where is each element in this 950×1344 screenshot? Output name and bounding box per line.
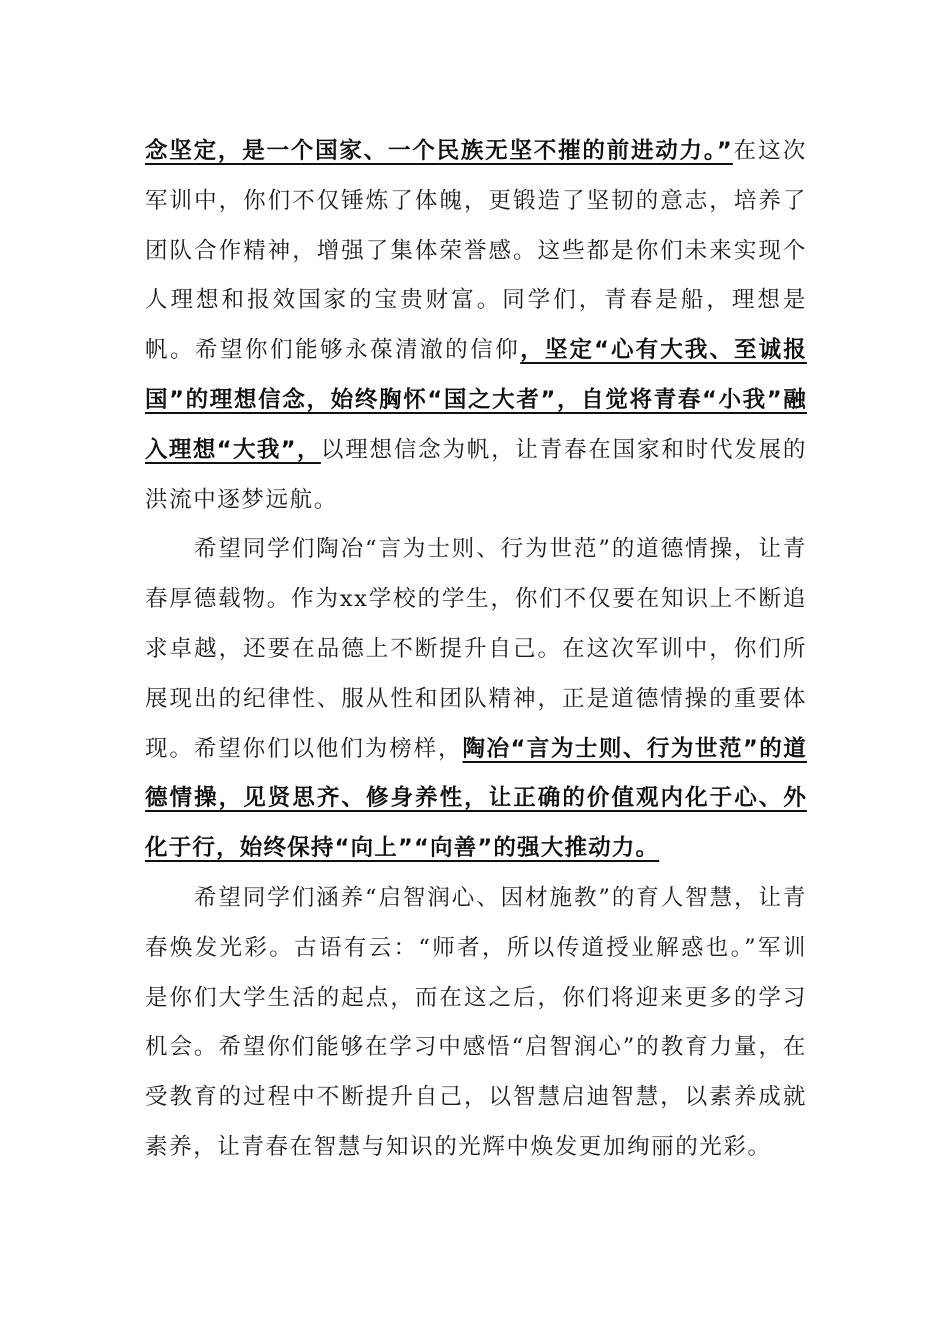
document-body (145, 127, 807, 1173)
emphasized-text: ，坚定“心有大我、至诚报国”的理想信念，始终胸怀“国之大者”，自觉将青春“小我”融入理想“大我”， (145, 337, 807, 463)
emphasized-text: 陶冶“言为士则、行为世范”的道德情操，见贤思齐、修身养性，让正确的价值观内化于心、外化于行，始终保持“向上”“向善”的强大推动力。 (145, 735, 807, 862)
body-text: 希望同学们涵养“启智润心、因材施教”的育人智慧，让青春焕发光彩。古语有云：“师者，所以传道授业解惑也。”军训是你们大学生活的起点，而在这之后，你们将迎来更多的学习机会。希望你们能够在学习中感悟“启智润心”的教育力量，在受教育的过程中不断提升自己，以智慧启迪智慧，以素养成就素养，让青春在智慧与知识的光辉中焕发更加绚丽的光彩。 (145, 884, 807, 1160)
emphasized-text: 念坚定，是一个国家、一个民族无坚不摧的前进动力。” (145, 138, 733, 164)
body-text: 在这次军训中，你们不仅锤炼了体魄，更锻造了坚韧的意志，培养了团队合作精神，增强了集体荣誉感。这些都是你们未来实现个人理想和报效国家的宝贵财富。同学们，青春是船，理想是帆。希望你们能够永葆清澈的信仰 (145, 138, 807, 364)
paragraph-wisdom (145, 874, 807, 1173)
paragraph-ideals (145, 127, 807, 525)
body-text: 希望同学们陶冶“言为士则、行为世范”的道德情操，让青春厚德载物。作为xx学校的学生，你们不仅要在知识上不断追求卓越，还要在品德上不断提升自己。在这次军训中，你们所展现出的纪律性、服从性和团队精神，正是道德情操的重要体现。希望你们以他们为榜样， (145, 536, 807, 762)
paragraph-morality (145, 525, 807, 874)
body-text: 以理想信念为帆，让青春在国家和时代发展的洪流中逐梦远航。 (145, 436, 807, 513)
